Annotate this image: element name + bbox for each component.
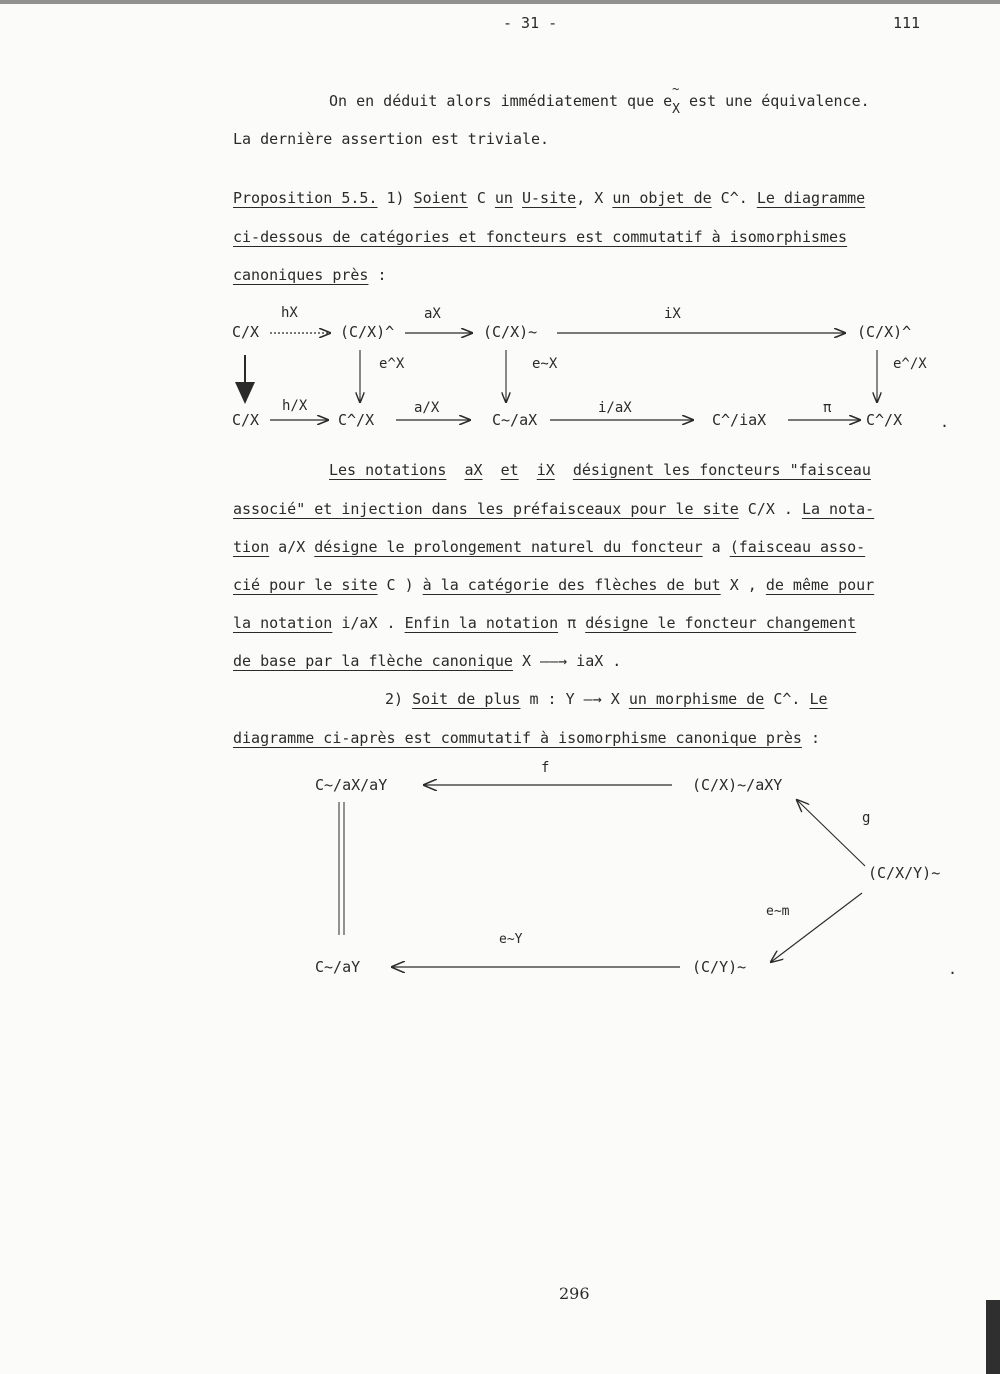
page-header-number: - 31 - [503, 14, 558, 32]
d1-top-n4: (C/X)^ [857, 323, 912, 341]
d1-label-e-tilde: e~X [532, 356, 558, 372]
d1-label-a-over-X: a/X [414, 400, 440, 416]
d1-top-n1: C/X [232, 323, 260, 341]
para3-line2: diagramme ci-après est commutatif à isomorphisme canonique près : [233, 729, 821, 747]
para2-line4: cié pour le site C ) à la catégorie des flèches de but X , de même pour [233, 576, 875, 594]
d2-label-f: f [541, 760, 550, 776]
para3-line1: 2) Soit de plus m : Y —→ X un morphisme de C^. Le [385, 690, 828, 708]
d2-node-bottom-left: C~/aY [315, 958, 361, 976]
para2-line3: tion a/X désigne le prolongement naturel du foncteur a (faisceau asso- [233, 538, 866, 556]
proposition-line1: Proposition 5.5. 1) Soient C un U-site, X un objet de C^. Le diagramme [233, 189, 866, 207]
d2-label-em: e~m [766, 904, 790, 919]
d2-label-g: g [862, 810, 871, 826]
d1-top-n3: (C/X)~ [483, 323, 538, 341]
proposition-title: Proposition 5.5. [233, 189, 378, 207]
d1-label-pi: π [823, 400, 832, 416]
d1-bottom-n2: C^/X [338, 411, 375, 429]
d2-node-right: (C/X/Y)~ [868, 864, 941, 882]
d1-label-e-over-X: e^/X [893, 356, 927, 372]
para1-line2: La dernière assertion est triviale. [233, 130, 550, 148]
proposition-line2: ci-dessous de catégories et foncteurs est commutatif à isomorphismes [233, 228, 848, 246]
d2-node-top-left: C~/aX/aY [315, 776, 388, 794]
d2-node-bottom-right: (C/Y)~ [692, 958, 747, 976]
arrow-g [797, 800, 865, 866]
para2-line1: Les notations aX et iX désignent les foncteurs "faisceau [329, 461, 871, 479]
page-number: 296 [559, 1284, 590, 1303]
d1-label-e-hat: e^X [379, 356, 405, 372]
para2-line6: de base par la flèche canonique X ——→ iaX . [233, 652, 622, 670]
d1-label-hX: hX [281, 305, 298, 321]
proposition-line3: canoniques près : [233, 266, 387, 284]
d2-label-eY: e~Y [499, 932, 523, 947]
d1-top-n2: (C/X)^ [340, 323, 395, 341]
d2-end-dot: . [948, 960, 958, 978]
d2-node-top-right: (C/X)~/aXY [692, 776, 783, 794]
d1-label-i-over-aX: i/aX [598, 400, 632, 416]
para2-line5: la notation i/aX . Enfin la notation π désigne le foncteur changement [233, 614, 857, 632]
d1-bottom-n4: C^/iaX [712, 411, 767, 429]
d1-label-aX: aX [424, 306, 441, 322]
d1-bottom-n1: C/X [232, 411, 260, 429]
d1-bottom-n3: C~/aX [492, 411, 538, 429]
d1-bottom-n5: C^/X [866, 411, 903, 429]
para2-line2: associé" et injection dans les préfaisceaux pour le site C/X . La nota- [233, 500, 875, 518]
d1-end-dot: . [940, 413, 950, 431]
d1-label-iX: iX [664, 306, 681, 322]
d1-label-h-over-X: h/X [282, 398, 308, 414]
page-header-right: 111 [893, 14, 921, 32]
para1-line1: On en déduit alors immédiatement que e ~ X est une équivalence. [329, 82, 870, 117]
